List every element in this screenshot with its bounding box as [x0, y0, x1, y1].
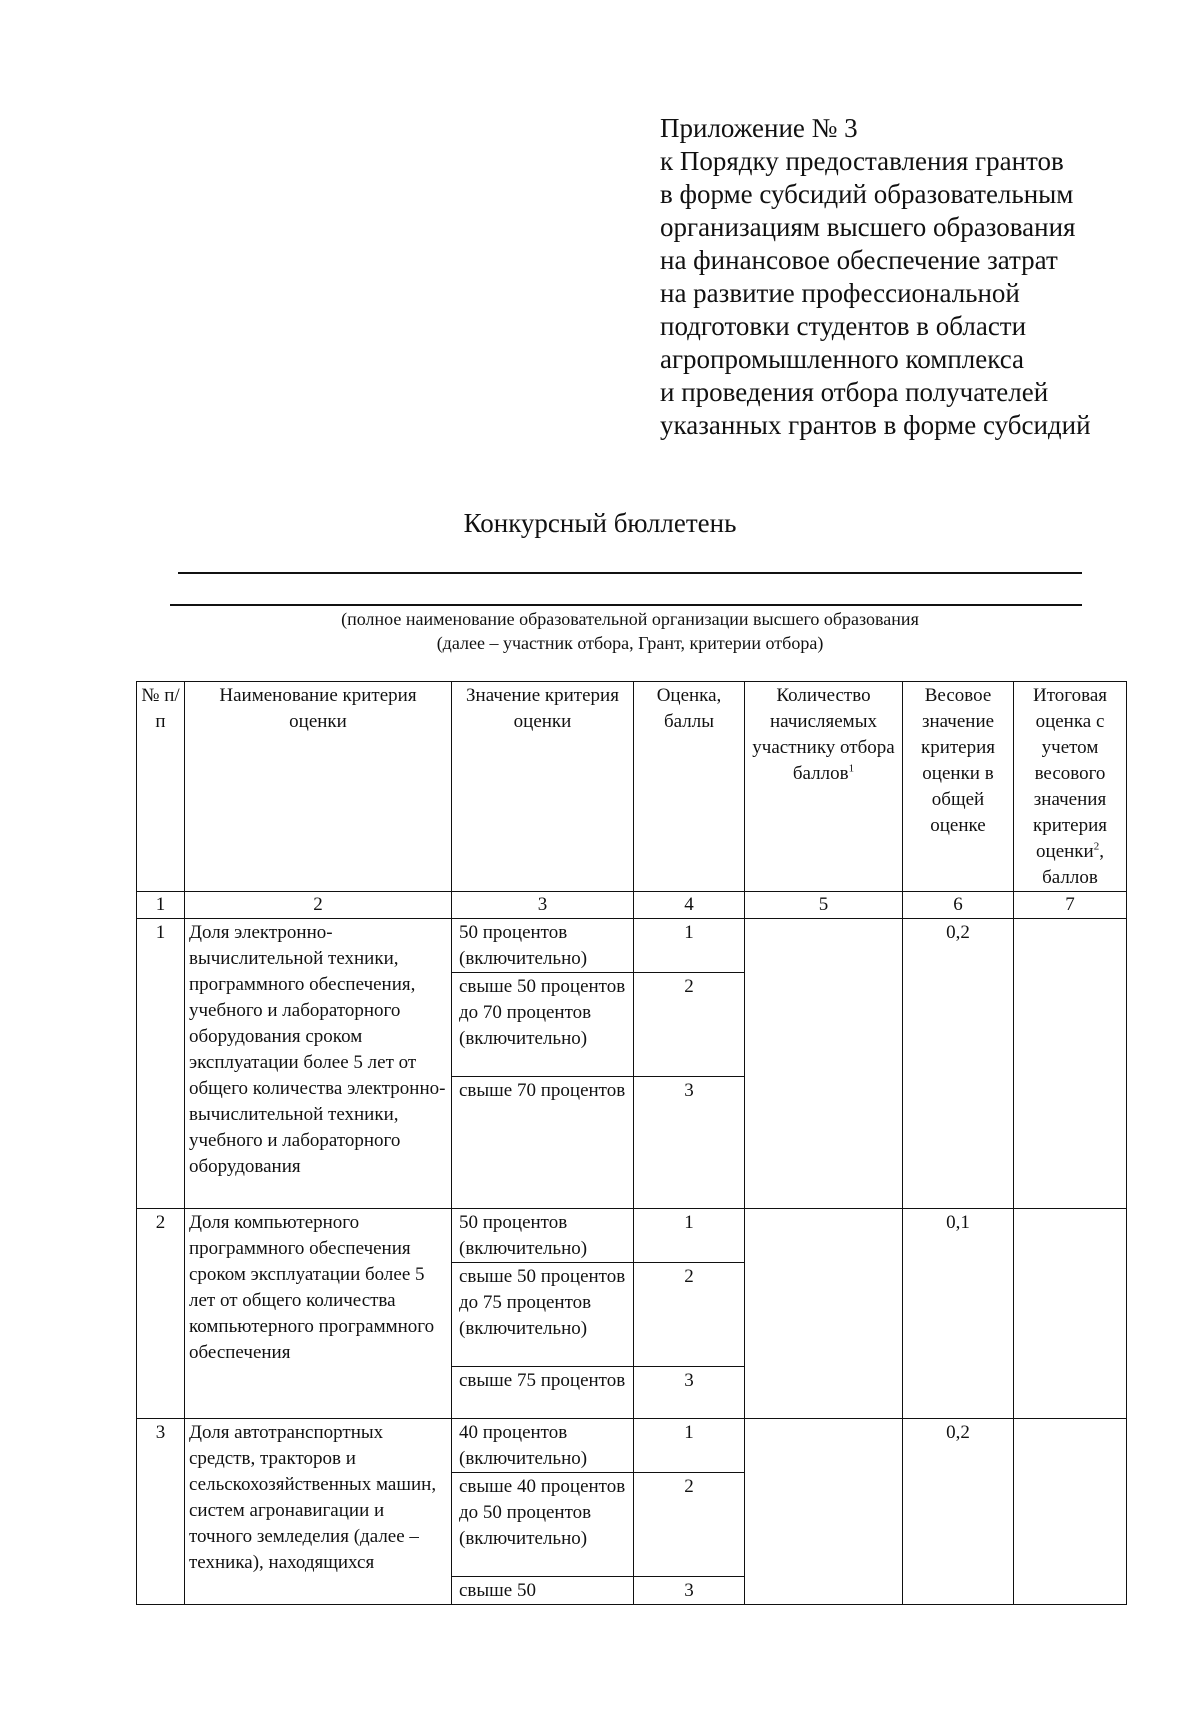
header-score: Оценка, баллы	[634, 682, 745, 892]
column-number: 7	[1014, 892, 1127, 919]
final-score-cell[interactable]	[1014, 1419, 1127, 1605]
table-row	[137, 1209, 1127, 1263]
header-final-score	[1014, 682, 1127, 892]
appendix-line: на финансовое обеспечение затрат	[660, 245, 1058, 275]
appendix-line: указанных грантов в форме субсидий	[660, 410, 1091, 440]
column-number-row	[137, 892, 1127, 919]
criterion-name: Доля автотранспортных средств, тракторов и сельскохозяйственных машин, систем агронавигации и точного земледелия (далее – техника), находящихся	[185, 1419, 452, 1605]
awarded-points-cell[interactable]	[745, 919, 903, 1209]
criterion-value: 50 процентов (включительно)	[452, 1209, 634, 1263]
header-final-score-unit: , баллов	[1042, 841, 1104, 888]
criterion-weight: 0,1	[903, 1209, 1014, 1419]
final-score-cell[interactable]	[1014, 919, 1127, 1209]
header-awarded-points-text: Количество начисляемых участнику отбора баллов	[752, 685, 895, 784]
criterion-value: 40 процентов (включительно)	[452, 1419, 634, 1473]
criterion-value: свыше 40 процентов до 50 процентов (включительно)	[452, 1473, 634, 1577]
criterion-weight: 0,2	[903, 1419, 1014, 1605]
appendix-line: агропромышленного комплекса	[660, 344, 1024, 374]
criterion-value: свыше 50 процентов до 75 процентов (включительно)	[452, 1263, 634, 1367]
fill-in-line	[178, 572, 1082, 574]
criterion-number: 2	[137, 1209, 185, 1419]
appendix-line: организациям высшего образования	[660, 212, 1076, 242]
table-row	[137, 919, 1127, 973]
header-final-score-text: Итоговая оценка с учетом весового значения критерия оценки	[1032, 685, 1108, 862]
criterion-value: 50 процентов (включительно)	[452, 919, 634, 973]
appendix-block	[660, 112, 1180, 442]
criterion-value: свыше 70 процентов	[452, 1077, 634, 1209]
column-number: 3	[452, 892, 634, 919]
criterion-score: 3	[634, 1367, 745, 1419]
column-number: 2	[185, 892, 452, 919]
criterion-score: 1	[634, 1209, 745, 1263]
column-number: 4	[634, 892, 745, 919]
criterion-value: свыше 75 процентов	[452, 1367, 634, 1419]
document-title: Конкурсный бюллетень	[463, 508, 737, 538]
criterion-name: Доля электронно-вычислительной техники, программного обеспечения, учебного и лабораторного оборудования сроком эксплуатации более 5 лет от общего количества электронно-вычислительной техники, учебного и лабораторного оборудования	[185, 919, 452, 1209]
header-criterion-value: Значение критерия оценки	[452, 682, 634, 892]
criterion-number: 1	[137, 919, 185, 1209]
criterion-score: 2	[634, 1473, 745, 1577]
appendix-line: Приложение № 3	[660, 113, 858, 143]
criterion-score: 1	[634, 919, 745, 973]
column-number: 1	[137, 892, 185, 919]
organization-caption-note: (далее – участник отбора, Грант, критерии отбора)	[436, 633, 824, 653]
header-weight: Весовое значение критерия оценки в общей оценке	[903, 682, 1014, 892]
table-header-row	[137, 682, 1127, 892]
final-score-cell[interactable]	[1014, 1209, 1127, 1419]
criterion-weight: 0,2	[903, 919, 1014, 1209]
criterion-score: 2	[634, 1263, 745, 1367]
header-criterion-name: Наименование критерия оценки	[185, 682, 452, 892]
column-number: 6	[903, 892, 1014, 919]
footnote-mark: 1	[848, 762, 855, 775]
criterion-value: свыше 50	[452, 1577, 634, 1605]
appendix-line: подготовки студентов в области	[660, 311, 1027, 341]
organization-caption: (полное наименование образовательной организации высшего образования	[341, 609, 919, 629]
criterion-score: 2	[634, 973, 745, 1077]
criterion-number: 3	[137, 1419, 185, 1605]
criterion-score: 1	[634, 1419, 745, 1473]
criterion-name: Доля компьютерного программного обеспечения сроком эксплуатации более 5 лет от общего количества компьютерного программного обеспечения	[185, 1209, 452, 1419]
appendix-line: на развитие профессиональной	[660, 278, 1020, 308]
appendix-line: к Порядку предоставления грантов	[660, 146, 1064, 176]
awarded-points-cell[interactable]	[745, 1209, 903, 1419]
header-number: № п/п	[137, 682, 185, 892]
appendix-line: в форме субсидий образовательным	[660, 179, 1074, 209]
fill-in-line	[170, 604, 1082, 606]
criterion-value: свыше 50 процентов до 70 процентов (включительно)	[452, 973, 634, 1077]
column-number: 5	[745, 892, 903, 919]
awarded-points-cell[interactable]	[745, 1419, 903, 1605]
criterion-score: 3	[634, 1577, 745, 1605]
criterion-score: 3	[634, 1077, 745, 1209]
appendix-line: и проведения отбора получателей	[660, 377, 1049, 407]
criteria-table	[136, 681, 1127, 1605]
table-row	[137, 1419, 1127, 1473]
footnote-mark: 2	[1093, 840, 1100, 853]
header-awarded-points	[745, 682, 903, 892]
